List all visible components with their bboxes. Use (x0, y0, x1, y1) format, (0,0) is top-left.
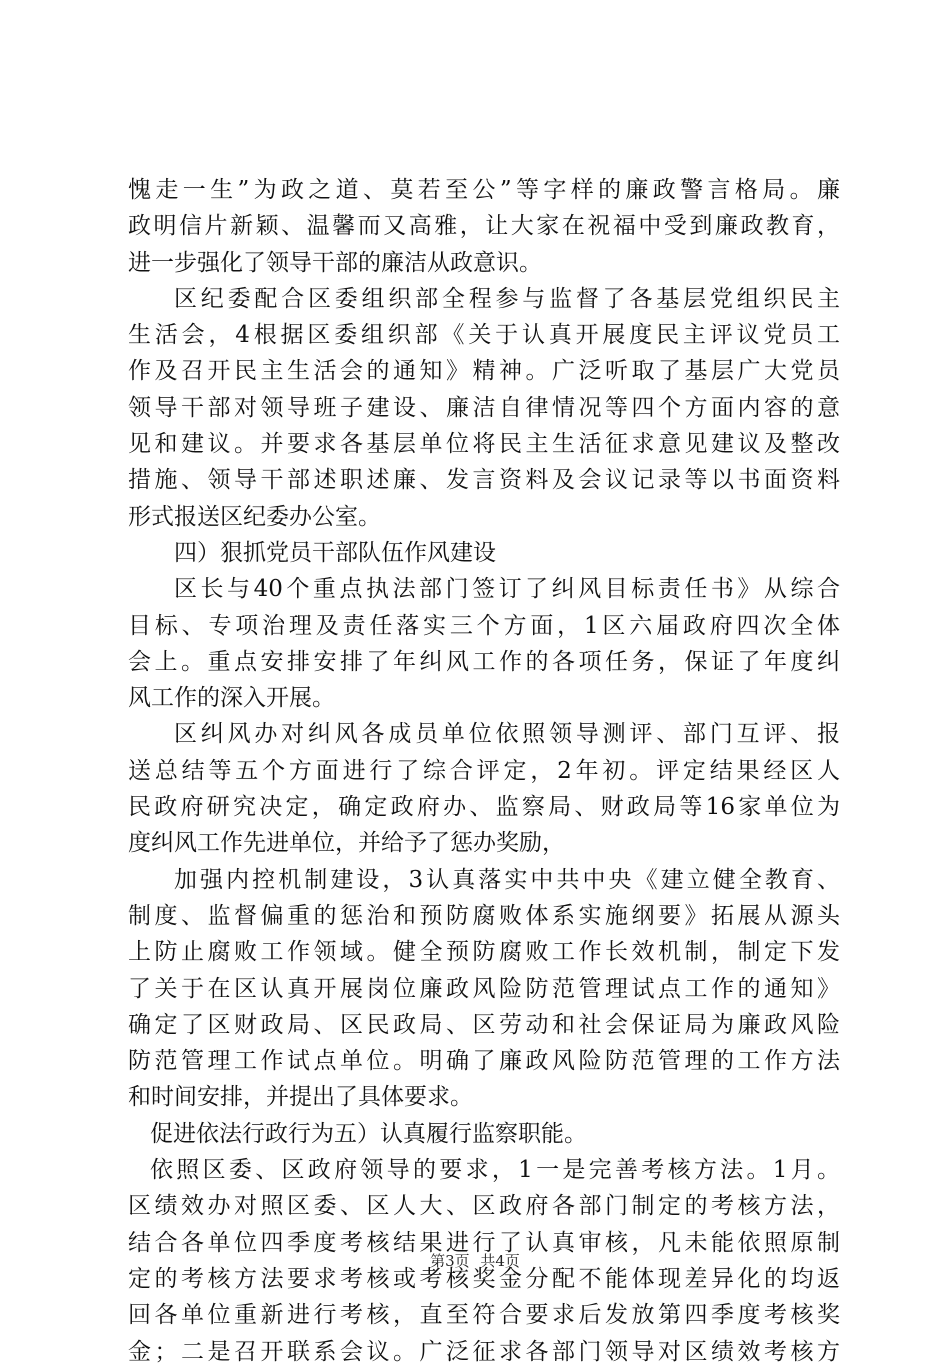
paragraph-start-line: 区长与40个重点执法部门签订了纠风目标责任书》从综合 (174, 576, 840, 603)
paragraph-start-line: 区纠风办对纠风各成员单位依照领导测评、部门互评、报 (174, 721, 840, 748)
text-line: 作及召开民主生活会的通知》精神。广泛听取了基层广大党员 (128, 358, 840, 385)
text-line: 了关于在区认真开展岗位廉政风险防范管理试点工作的通知》 (128, 975, 840, 1002)
text-line: 领导干部对领导班子建设、廉洁自律情况等四个方面内容的意 (128, 394, 840, 421)
text-line: 结合各单位四季度考核结果进行了认真审核，凡未能依照原制 (128, 1229, 840, 1256)
text-line: 区绩效办对照区委、区人大、区政府各部门制定的考核方法， (128, 1193, 840, 1220)
text-line: 目标、专项治理及责任落实三个方面，1区六届政府四次全体 (128, 612, 840, 639)
page-number: 第3页 (430, 1252, 470, 1270)
page-total: 共4页 (480, 1252, 520, 1270)
text-line: 愧走一生”为政之道、莫若至公”等字样的廉政警言格局。廉 (128, 177, 840, 203)
paragraph-start-line: 加强内控机制建设，3认真落实中共中央《建立健全教育、 (174, 866, 840, 893)
paragraph-start-line: 区纪委配合区委组织部全程参与监督了各基层党组织民主 (174, 285, 840, 312)
text-line: 制度、监督偏重的惩治和预防腐败体系实施纲要》拓展从源头 (128, 902, 840, 929)
section-heading: 促进依法行政行为五）认真履行监察职能。 (150, 1120, 587, 1147)
text-line: 生活会，4根据区委组织部《关于认真开展度民主评议党员工 (128, 322, 840, 349)
text-line: 定的考核方法要求考核或考核奖金分配不能体现差异化的均返 (128, 1265, 840, 1292)
text-line: 上防止腐败工作领域。健全预防腐败工作长效机制，制定下发 (128, 939, 840, 966)
text-line: 和时间安排，并提出了具体要求。 (128, 1084, 473, 1111)
text-line: 形式报送区纪委办公室。 (128, 503, 381, 530)
text-line: 送总结等五个方面进行了综合评定，2年初。评定结果经区人 (128, 757, 840, 784)
text-line: 政明信片新颖、温馨而又高雅，让大家在祝福中受到廉政教育， (128, 213, 840, 240)
text-line: 民政府研究决定，确定政府办、监察局、财政局等16家单位为 (128, 794, 840, 821)
text-line: 回各单位重新进行考核，直至符合要求后发放第四季度考核奖 (128, 1302, 840, 1329)
page-footer (0, 1251, 950, 1271)
text-line: 金；二是召开联系会议。广泛征求各部门领导对区绩效考核方 (128, 1338, 840, 1365)
text-line: 度纠风工作先进单位，并给予了惩办奖励， (128, 830, 565, 857)
text-line: 见和建议。并要求各基层单位将民主生活征求意见建议及整改 (128, 431, 840, 458)
text-line: 防范管理工作试点单位。明确了廉政风险防范管理的工作方法 (128, 1048, 840, 1075)
document-body (128, 172, 840, 1370)
text-line: 确定了区财政局、区民政局、区劳动和社会保证局为廉政风险 (128, 1011, 840, 1038)
section-heading: 四）狠抓党员干部队伍作风建设 (174, 539, 496, 566)
text-line: 进一步强化了领导干部的廉洁从政意识。 (128, 249, 542, 276)
paragraph-start-line: 依照区委、区政府领导的要求，1一是完善考核方法。1月。 (150, 1157, 840, 1184)
text-line: 措施、领导干部述职述廉、发言资料及会议记录等以书面资料 (128, 467, 840, 494)
text-line: 会上。重点安排安排了年纠风工作的各项任务，保证了年度纠 (128, 648, 840, 675)
text-line: 风工作的深入开展。 (128, 685, 335, 712)
